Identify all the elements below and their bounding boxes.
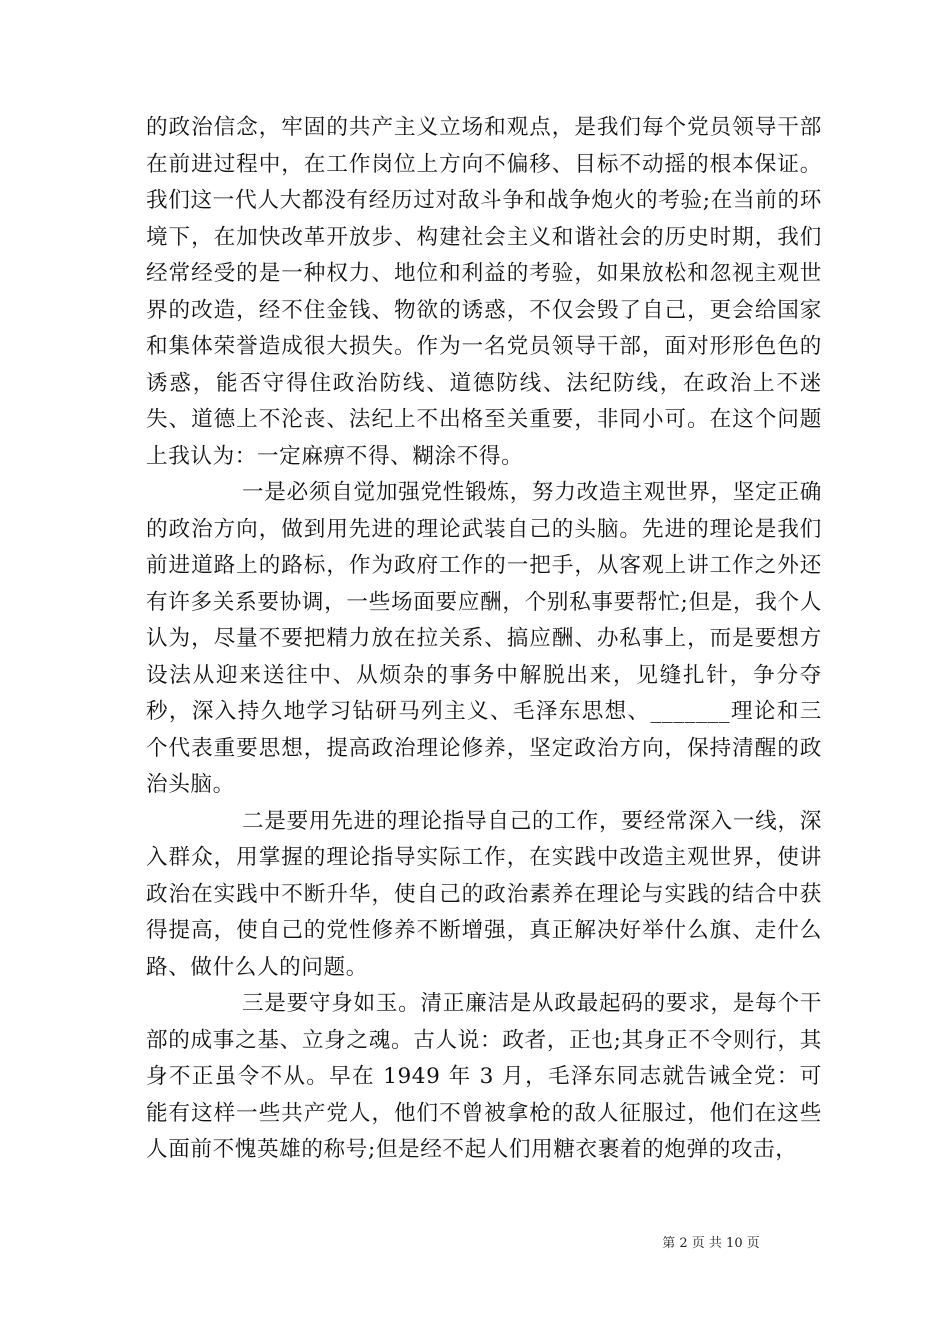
paragraph-3: 二是要用先进的理论指导自己的工作，要经常深入一线，深入群众，用掌握的理论指导实际工作，在实践中改造主观世界，使讲政治在实践中不断升华，使自己的政治素养在理论与实践的结合中获得提高，使自己的党性修养不断增强，真正解决好举什么旗、走什么路、做什么人的问题。 [146,808,822,980]
document-body [146,110,822,1169]
paragraph-1: 的政治信念，牢固的共产主义立场和观点，是我们每个党员领导干部在前进过程中，在工作岗位上方向不偏移、目标不动摇的根本保证。我们这一代人大都没有经历过对敌斗争和战争炮火的考验;在当前的环境下，在加快改革开放步、构建社会主义和谐社会的历史时期，我们经常经受的是一种权力、地位和利益的考验，如果放松和忽视主观世界的改造，经不住金钱、物欲的诱惑，不仅会毁了自己，更会给国家和集体荣誉造成很大损失。作为一名党员领导干部，面对形形色色的诱惑，能否守得住政治防线、道德防线、法纪防线，在政治上不迷失、道德上不沦丧、法纪上不出格至关重要，非同小可。在这个问题上我认为：一定麻痹不得、糊涂不得。 [146,115,822,469]
page-footer [0,1232,950,1251]
page-number: 第 2 页 共 10 页 [662,1236,760,1251]
paragraph-4: 三是要守身如玉。清正廉洁是从政最起码的要求，是每个干部的成事之基、立身之魂。古人说：政者，正也;其身正不令则行，其身不正虽令不从。早在 1949 年 3 月，毛泽东同志就告诫全党：可能有这样一些共产党人，他们不曾被拿枪的敌人征服过，他们在这些人面前不愧英雄的称号;但是经不起人们用糖衣裹着的炮弹的攻击， [146,991,822,1162]
paragraph-2: 一是必须自觉加强党性锻炼，努力改造主观世界，坚定正确的政治方向，做到用先进的理论武装自己的头脑。先进的理论是我们前进道路上的路标，作为政府工作的一把手，从客观上讲工作之外还有许多关系要协调，一些场面要应酬，个别私事要帮忙;但是，我个人认为，尽量不要把精力放在拉关系、搞应酬、办私事上，而是要想方设法从迎来送往中、从烦杂的事务中解脱出来，见缝扎针，争分夺秒，深入持久地学习钻研马列主义、毛泽东思想、_______理论和三个代表重要思想，提高政治理论修养，坚定政治方向，保持清醒的政治头脑。 [146,480,822,797]
